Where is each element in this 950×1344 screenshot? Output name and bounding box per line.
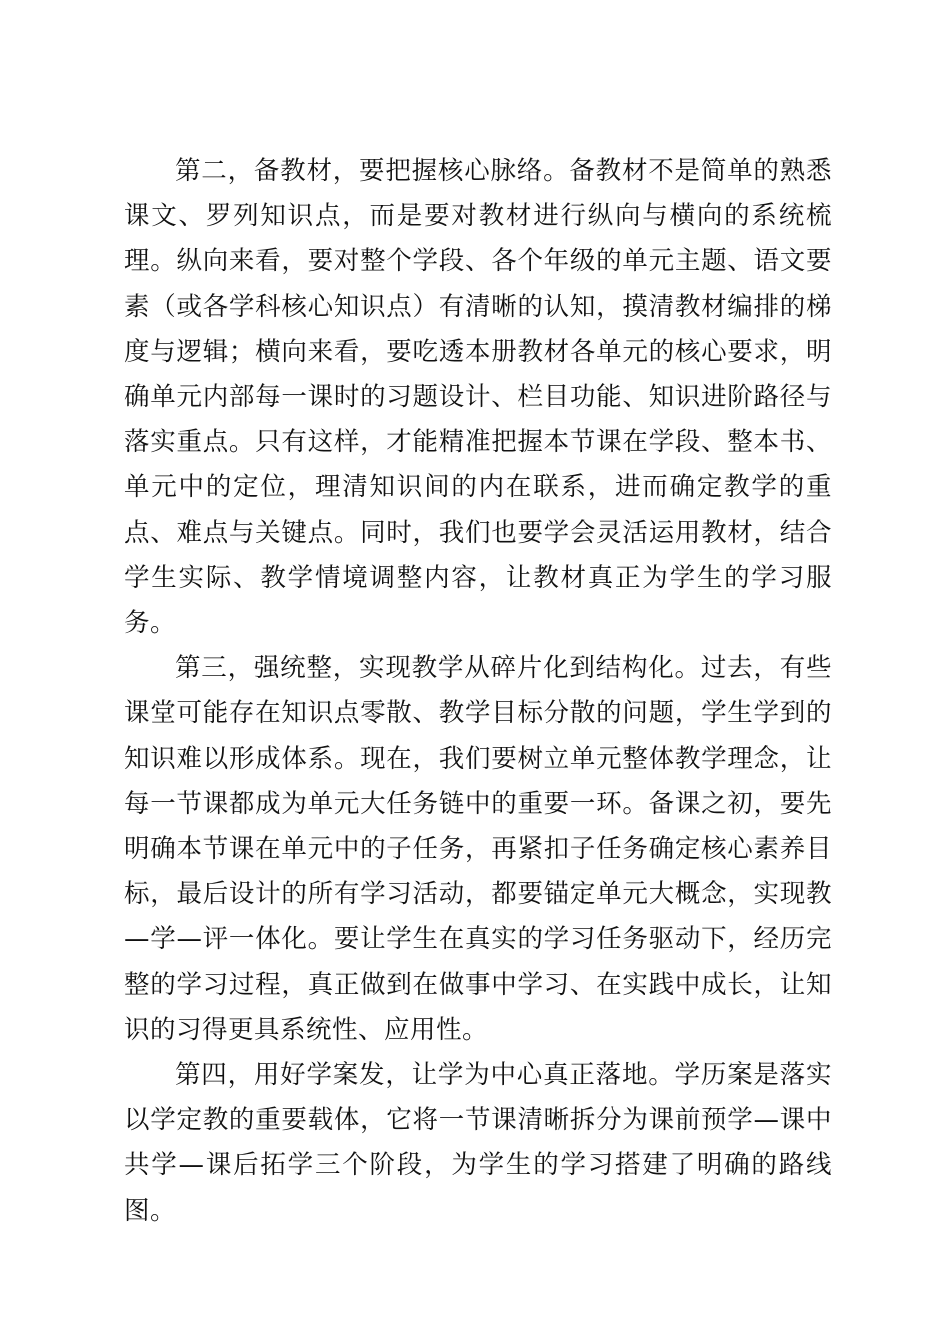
- body-text: [124, 149, 832, 1234]
- paragraph-fourth: 第四，用好学案发，让学为中心真正落地。学历案是落实以学定教的重要载体，它将一节课清晰拆分为课前预学—课中共学—课后拓学三个阶段，为学生的学习搭建了明确的路线图。: [124, 1060, 832, 1226]
- paragraph-second: 第二，备教材，要把握核心脉络。备教材不是简单的熟悉课文、罗列知识点，而是要对教材进行纵向与横向的系统梳理。纵向来看，要对整个学段、各个年级的单元主题、语文要素（或各学科核心知识点）有清晰的认知，摸清教材编排的梯度与逻辑；横向来看，要吃透本册教材各单元的核心要求，明确单元内部每一课时的习题设计、栏目功能、知识进阶路径与落实重点。只有这样，才能精准把握本节课在学段、整本书、单元中的定位，理清知识间的内在联系，进而确定教学的重点、难点与关键点。同时，我们也要学会灵活运用教材，结合学生实际、教学情境调整内容，让教材真正为学生的学习服务。: [124, 156, 832, 639]
- paragraph-third: 第三，强统整，实现教学从碎片化到结构化。过去，有些课堂可能存在知识点零散、教学目标分散的问题，学生学到的知识难以形成体系。现在，我们要树立单元整体教学理念，让每一节课都成为单元大任务链中的重要一环。备课之初，要先明确本节课在单元中的子任务，再紧扣子任务确定核心素养目标，最后设计的所有学习活动，都要锚定单元大概念，实现教—学—评一体化。要让学生在真实的学习任务驱动下，经历完整的学习过程，真正做到在做事中学习、在实践中成长，让知识的习得更具系统性、应用性。: [124, 653, 832, 1045]
